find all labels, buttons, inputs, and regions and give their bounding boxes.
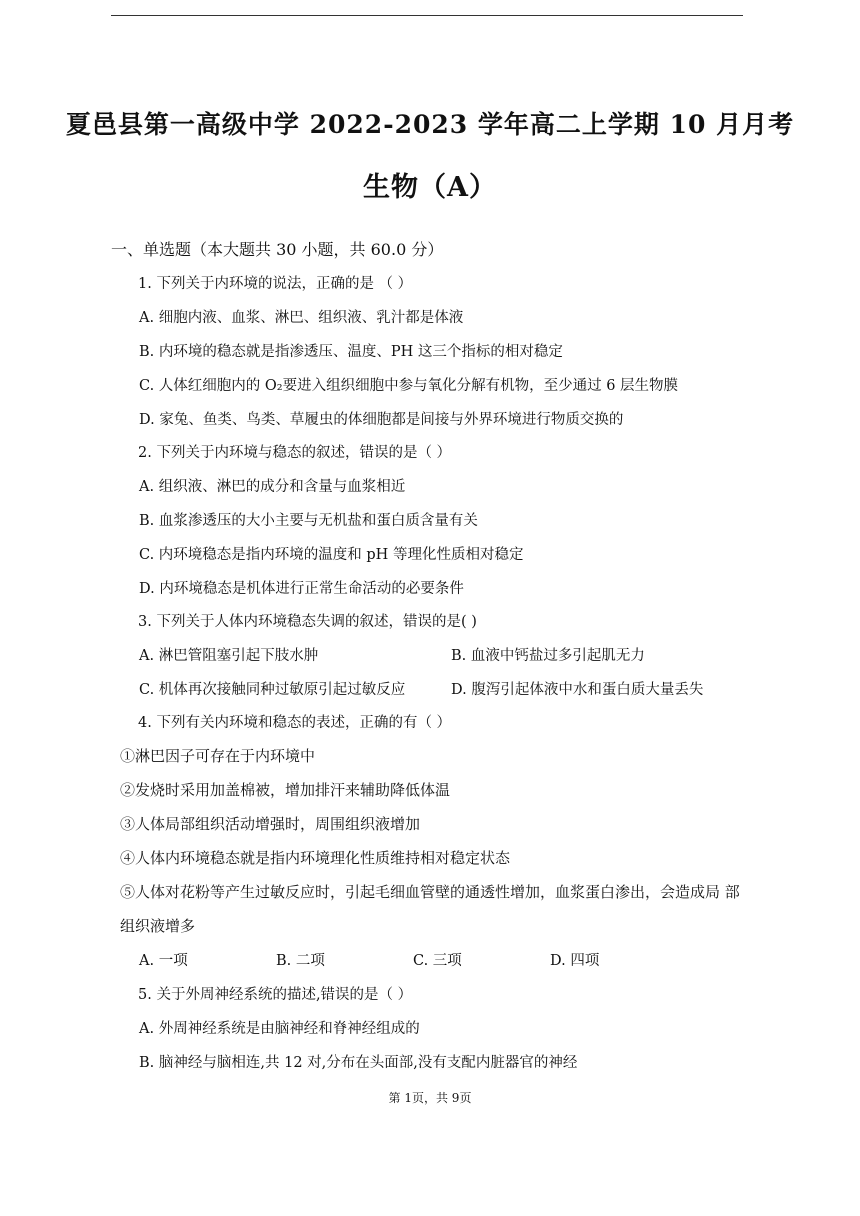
option: D. 四项 [550,953,600,969]
statement: 组织液增多 [120,917,196,935]
option: D. 家兔、鱼类、鸟类、草履虫的体细胞都是间接与外界环境进行物质交换的 [139,412,624,428]
exam-title: 夏邑县第一高级中学 2022-2023 学年高二上学期 10 月月考 [65,110,795,139]
statement: ③人体局部组织活动增强时，周围组织液增加 [120,815,421,833]
option: A. 细胞内液、血浆、淋巴、组织液、乳汁都是体液 [139,310,464,326]
option: A. 外周神经系统是由脑神经和脊神经组成的 [139,1021,420,1037]
statement: ①淋巴因子可存在于内环境中 [120,747,316,765]
option: D. 内环境稳态是机体进行正常生命活动的必要条件 [139,581,464,597]
option: A. 组织液、淋巴的成分和含量与血浆相近 [139,479,406,495]
question-stem: 5. 关于外周神经系统的描述,错误的是（ ） [138,987,413,1003]
option: C. 三项 [413,953,462,969]
question-stem: 3. 下列关于人体内环境稳态失调的叙述，错误的是( ) [138,614,477,630]
option: B. 二项 [276,953,325,969]
statement: ④人体内环境稳态就是指内环境理化性质维持相对稳定状态 [120,849,511,867]
question-stem: 4. 下列有关内环境和稳态的表述，正确的有（ ） [138,715,452,731]
option: B. 脑神经与脑相连,共 12 对,分布在头面部,没有支配内脏器官的神经 [139,1055,578,1071]
option: C. 内环境稳态是指内环境的温度和 pH 等理化性质相对稳定 [139,547,524,563]
option: B. 血浆渗透压的大小主要与无机盐和蛋白质含量有关 [139,513,478,529]
option: C. 机体再次接触同种过敏原引起过敏反应 [139,682,406,698]
page-number: 第 1页，共 9页 [388,1091,472,1105]
option: B. 内环境的稳态就是指渗透压、温度、PH 这三个指标的相对稳定 [139,344,563,360]
exam-subject: 生物（A） [363,172,497,203]
option: A. 一项 [139,953,188,969]
section-heading: 一、单选题（本大题共 30 小题，共 60.0 分） [111,240,444,259]
statement: ②发烧时采用加盖棉被，增加排汗来辅助降低体温 [120,781,451,799]
question-stem: 2. 下列关于内环境与稳态的叙述，错误的是（ ） [138,445,452,461]
option: A. 淋巴管阻塞引起下肢水肿 [139,648,319,664]
option: B. 血液中钙盐过多引起肌无力 [451,648,645,664]
option: D. 腹泻引起体液中水和蛋白质大量丢失 [451,682,704,698]
statement: ⑤人体对花粉等产生过敏反应时，引起毛细血管壁的通透性增加，血浆蛋白渗出，会造成局 部 [120,883,740,901]
header-rule [111,15,743,16]
question-stem: 1. 下列关于内环境的说法，正确的是 （ ） [138,276,413,292]
option: C. 人体红细胞内的 O₂要进入组织细胞中参与氧化分解有机物，至少通过 6 层生物膜 [139,378,679,394]
